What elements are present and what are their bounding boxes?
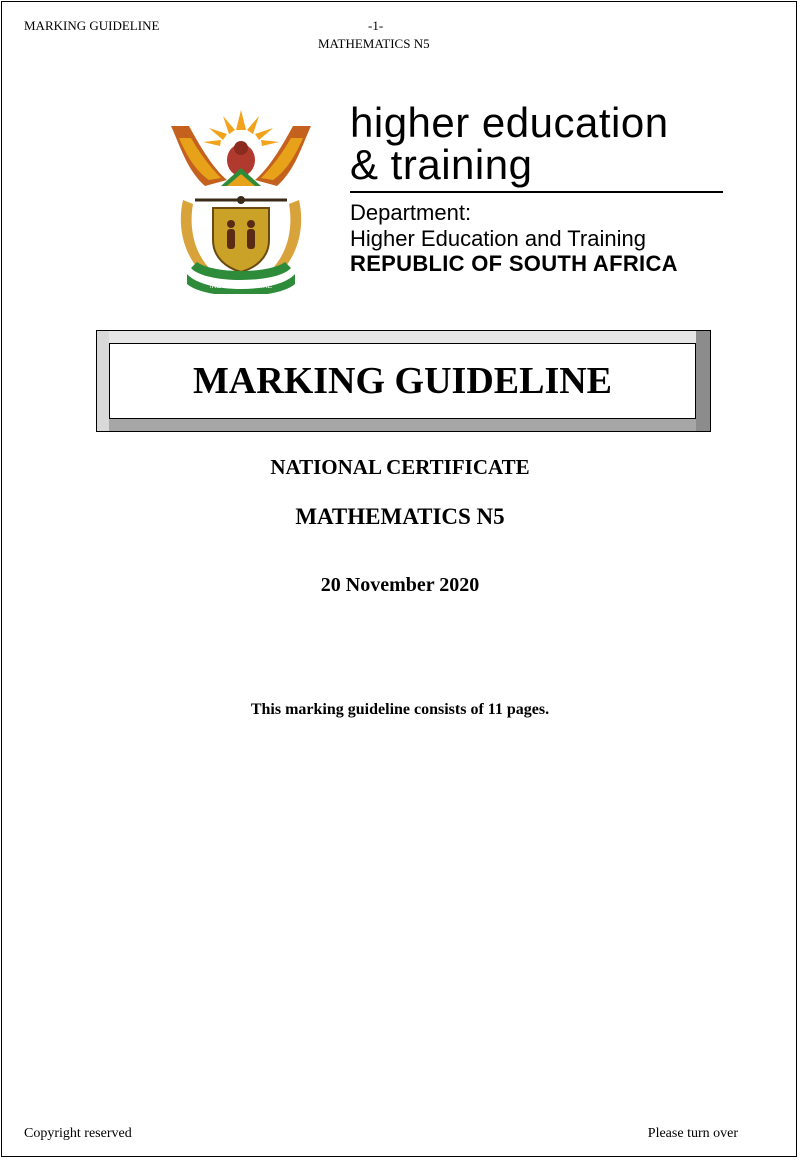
header-doc-type: MARKING GUIDELINE <box>24 18 160 33</box>
coat-of-arms-icon <box>165 108 317 294</box>
brand-line-2: & training <box>350 141 533 188</box>
header-page-number: -1- <box>368 18 384 33</box>
crest-motto: !KE E: /XARRA //KE <box>209 283 273 290</box>
footer-turn-over: Please turn over <box>647 1126 738 1141</box>
certificate-heading: NATIONAL CERTIFICATE <box>270 455 530 479</box>
brand-line-1: higher education <box>350 99 669 146</box>
department-name: Higher Education and Training <box>350 226 646 251</box>
brand-divider <box>350 191 723 193</box>
page-count-note: This marking guideline consists of 11 pages. <box>250 701 550 718</box>
page-title: MARKING GUIDELINE <box>192 360 613 402</box>
exam-date: 20 November 2020 <box>320 574 480 596</box>
title-box <box>109 343 696 419</box>
header-subject: MATHEMATICS N5 <box>318 36 430 51</box>
title-frame <box>96 330 711 432</box>
footer-copyright: Copyright reserved <box>24 1126 132 1141</box>
country-name: REPUBLIC OF SOUTH AFRICA <box>350 251 678 276</box>
subject-heading: MATHEMATICS N5 <box>295 504 505 529</box>
department-label: Department: <box>350 200 472 225</box>
